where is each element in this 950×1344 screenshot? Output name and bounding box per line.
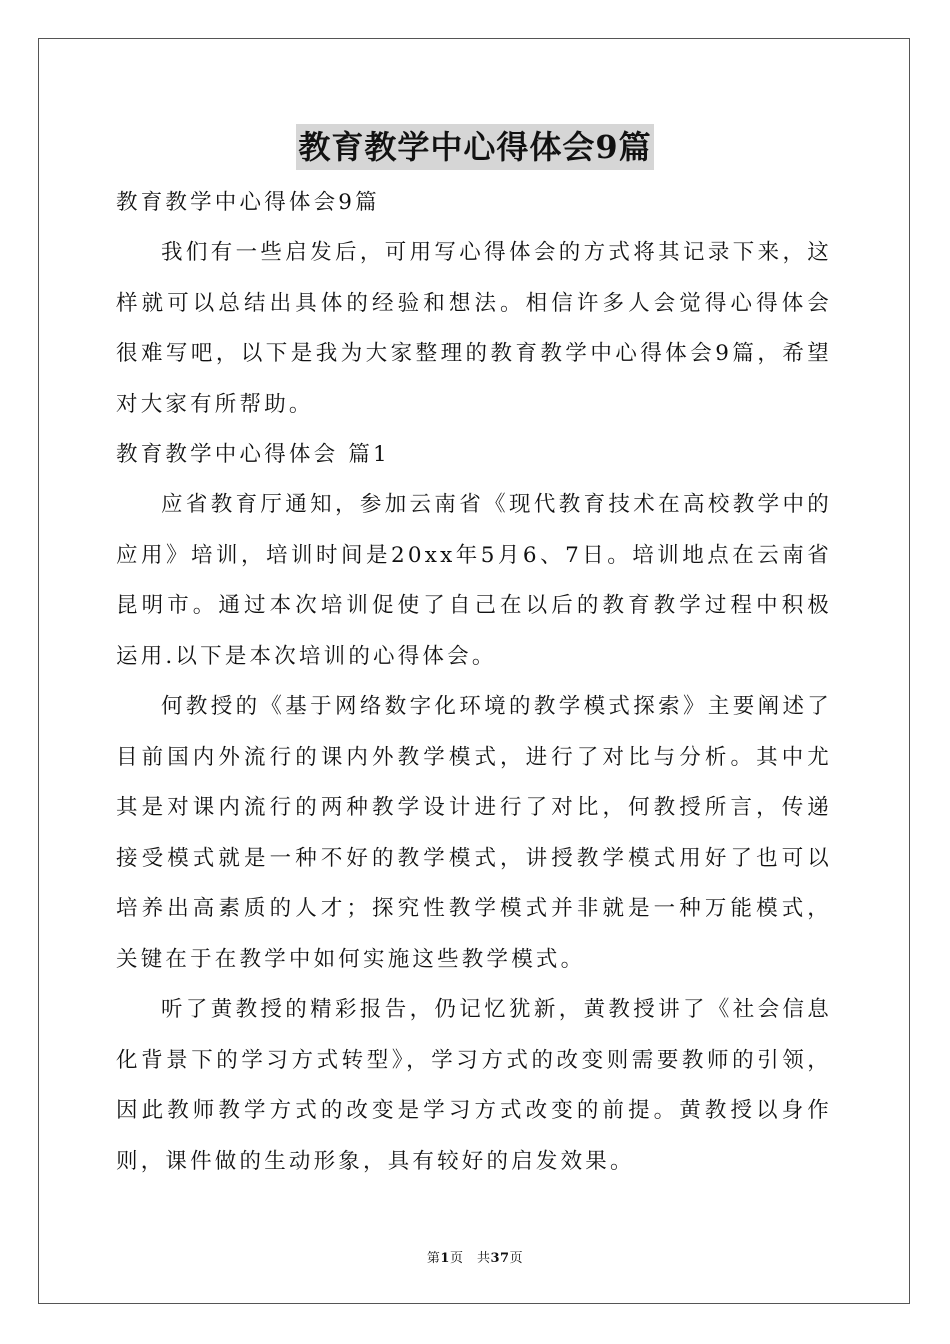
page-suffix: 页 — [509, 1251, 524, 1266]
intro-paragraph: 我们有一些启发后，可用写心得体会的方式将其记录下来，这样就可以总结出具体的经验和想法。相信许多人会觉得心得体会很难写吧，以下是我为大家整理的教育教学中心得体会9篇，希望对大家有所帮助。 — [116, 240, 832, 417]
page-mid: 页 共 — [449, 1251, 491, 1266]
section-heading: 教育教学中心得体会 篇1 — [116, 442, 390, 467]
page-current: 1 — [440, 1251, 450, 1266]
document-body — [116, 178, 832, 1187]
body-paragraph: 应省教育厅通知，参加云南省《现代教育技术在高校教学中的应用》培训，培训时间是20xx年5月6、7日。培训地点在云南省昆明市。通过本次培训促使了自己在以后的教育教学过程中积极运用.以下是本次培训的心得体会。 — [116, 492, 832, 669]
document-subtitle: 教育教学中心得体会9篇 — [116, 190, 380, 215]
title-container — [0, 124, 950, 170]
document-title: 教育教学中心得体会9篇 — [296, 124, 653, 170]
page-total: 37 — [490, 1251, 510, 1266]
body-paragraph: 听了黄教授的精彩报告，仍记忆犹新，黄教授讲了《社会信息化背景下的学习方式转型》，学习方式的改变则需要教师的引领，因此教师教学方式的改变是学习方式改变的前提。黄教授以身作则，课件做的生动形象，具有较好的启发效果。 — [116, 997, 832, 1174]
page-footer — [0, 1247, 950, 1266]
page-prefix: 第 — [426, 1251, 441, 1266]
body-paragraph: 何教授的《基于网络数字化环境的教学模式探索》主要阐述了目前国内外流行的课内外教学模式，进行了对比与分析。其中尤其是对课内流行的两种教学设计进行了对比，何教授所言，传递接受模式就是一种不好的教学模式，讲授教学模式用好了也可以培养出高素质的人才；探究性教学模式并非就是一种万能模式，关键在于在教学中如何实施这些教学模式。 — [116, 694, 832, 972]
